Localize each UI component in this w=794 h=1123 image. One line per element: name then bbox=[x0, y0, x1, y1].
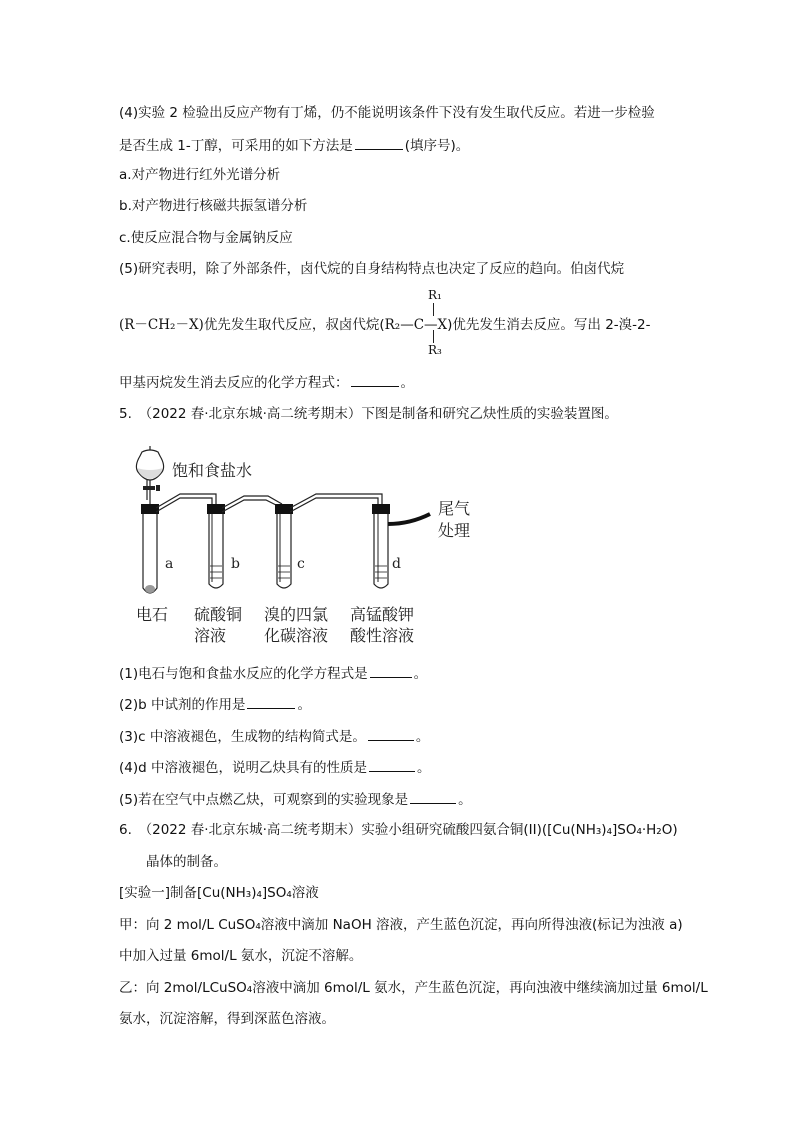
q5sub-line2 bbox=[119, 315, 651, 335]
q5-sub3-suffix: 。 bbox=[415, 729, 430, 745]
separatory-funnel bbox=[136, 446, 163, 500]
q5-sub2-suffix: 。 bbox=[297, 697, 311, 713]
primary-haloalkane-formula: (R－CH₂－X) bbox=[119, 317, 204, 333]
test-tube-b bbox=[207, 504, 225, 588]
label-d-line2: 酸性溶液 bbox=[350, 626, 415, 645]
q4-line2 bbox=[119, 135, 469, 156]
tube-a-label: a bbox=[165, 556, 174, 572]
q4-line2-suffix: (填序号)。 bbox=[404, 138, 470, 154]
q5-sub3-text: (3)c 中溶液褪色，生成物的结构简式是。 bbox=[119, 729, 366, 745]
q5-sub3 bbox=[119, 726, 429, 747]
label-b-line1: 硫酸铜 bbox=[194, 605, 243, 624]
q5-sub4-text: (4)d 中溶液褪色，说明乙炔具有的性质是 bbox=[119, 760, 367, 776]
test-tube-a bbox=[141, 500, 159, 593]
connector-tube bbox=[156, 498, 212, 512]
tube-d-label: d bbox=[392, 556, 401, 572]
q6-experiment-heading: [实验一]制备[Cu(NH₃)₄]SO₄溶液 bbox=[119, 885, 319, 901]
q6-title-line1: 6. （2022 春·北京东城·高二统考期末）实验小组研究硫酸四氨合铜(II)([Cu(NH₃)₄]SO₄·H₂O) bbox=[119, 822, 678, 838]
tert-r1: R₁ bbox=[428, 288, 442, 302]
connector-tube bbox=[222, 496, 282, 508]
q5sub-after: )优先发生消去反应。写出 2-溴-2- bbox=[447, 317, 651, 333]
answer-blank[interactable] bbox=[369, 757, 415, 772]
q5-sub2-text: (2)b 中试剂的作用是 bbox=[119, 697, 246, 713]
funnel-label: 饱和食盐水 bbox=[172, 461, 253, 480]
q5-sub4-suffix: 。 bbox=[416, 760, 431, 776]
q4-line1: (4)实验 2 检验出反应产物有丁烯，仍不能说明该条件下没有发生取代反应。若进一步检验 bbox=[119, 105, 655, 121]
q5-title: 5. （2022 春·北京东城·高二统考期末）下图是制备和研究乙炔性质的实验装置图。 bbox=[119, 406, 618, 422]
q5sub-mid: 优先发生取代反应，叔卤代烷( bbox=[203, 317, 385, 333]
tert-halogen: X bbox=[437, 317, 448, 333]
answer-blank[interactable] bbox=[247, 694, 295, 709]
q5-sub5-text: (5)若在空气中点燃乙炔，可观察到的实验现象是 bbox=[119, 792, 409, 808]
answer-blank[interactable] bbox=[351, 372, 399, 387]
label-d-line1: 高锰酸钾 bbox=[350, 605, 415, 624]
q5sub-line3-suffix: 。 bbox=[400, 375, 414, 391]
q5sub-line1: (5)研究表明，除了外部条件，卤代烷的自身结构特点也决定了反应的趋向。伯卤代烷 bbox=[119, 261, 625, 277]
tube-c-label: c bbox=[297, 556, 305, 572]
q6-title-line2: 晶体的制备。 bbox=[146, 854, 227, 870]
tube-b-label: b bbox=[231, 556, 240, 572]
q5-sub1-suffix: 。 bbox=[413, 666, 428, 682]
q5-sub1 bbox=[119, 663, 427, 684]
tert-r3: R₃ bbox=[428, 343, 442, 357]
answer-blank[interactable] bbox=[410, 789, 456, 804]
tail-gas-hose bbox=[388, 514, 430, 524]
label-b-line2: 溶液 bbox=[194, 626, 227, 645]
connector-tube bbox=[290, 498, 378, 512]
label-c-line2: 化碳溶液 bbox=[264, 626, 329, 645]
tert-r2: R₂ bbox=[384, 317, 401, 333]
tail-gas-label-1: 尾气 bbox=[438, 499, 471, 518]
q5-sub2 bbox=[119, 694, 311, 715]
q4-option-b: b.对产物进行核磁共振氢谱分析 bbox=[119, 198, 308, 214]
q4-option-c: c.使反应混合物与金属钠反应 bbox=[119, 230, 293, 246]
q4-option-a: a.对产物进行红外光谱分析 bbox=[119, 167, 281, 183]
q5-sub5 bbox=[119, 789, 472, 810]
connector-tube bbox=[290, 494, 382, 508]
q6-jia-line2: 中加入过量 6mol/L 氨水，沉淀不溶解。 bbox=[119, 948, 363, 964]
tail-gas-label-2: 处理 bbox=[438, 521, 471, 540]
bond-dash: — bbox=[400, 317, 414, 333]
q6-yi-line2: 氨水，沉淀溶解，得到深蓝色溶液。 bbox=[119, 1011, 335, 1027]
q5-sub5-suffix: 。 bbox=[458, 792, 472, 808]
label-a: 电石 bbox=[136, 605, 169, 624]
q6-yi-line1: 乙：向 2mol/LCuSO₄溶液中滴加 6mol/L 氨水，产生蓝色沉淀，再向浊液中继续滴加过量 6mol/L bbox=[119, 980, 708, 996]
bond-dash: — bbox=[424, 317, 438, 333]
q4-line2-text: 是否生成 1-丁醇，可采用的如下方法是 bbox=[119, 138, 353, 154]
connector-tube bbox=[222, 500, 278, 512]
answer-blank[interactable] bbox=[370, 663, 412, 678]
q5-sub1-text: (1)电石与饱和食盐水反应的化学方程式是 bbox=[119, 666, 368, 682]
apparatus-diagram bbox=[120, 438, 480, 648]
answer-blank[interactable] bbox=[368, 726, 414, 741]
q5-sub4 bbox=[119, 757, 430, 778]
test-tube-d bbox=[372, 504, 390, 588]
q5sub-line3 bbox=[119, 372, 414, 393]
q5sub-line3-text: 甲基丙烷发生消去反应的化学方程式： bbox=[119, 375, 349, 391]
test-tube-c bbox=[275, 504, 293, 588]
tert-carbon: C bbox=[413, 317, 425, 333]
label-c-line1: 溴的四氯 bbox=[264, 605, 329, 624]
q6-jia-line1: 甲：向 2 mol/L CuSO₄溶液中滴加 NaOH 溶液，产生蓝色沉淀，再向所得浊液(标记为浊液 a) bbox=[119, 917, 683, 933]
answer-blank[interactable] bbox=[355, 135, 403, 150]
